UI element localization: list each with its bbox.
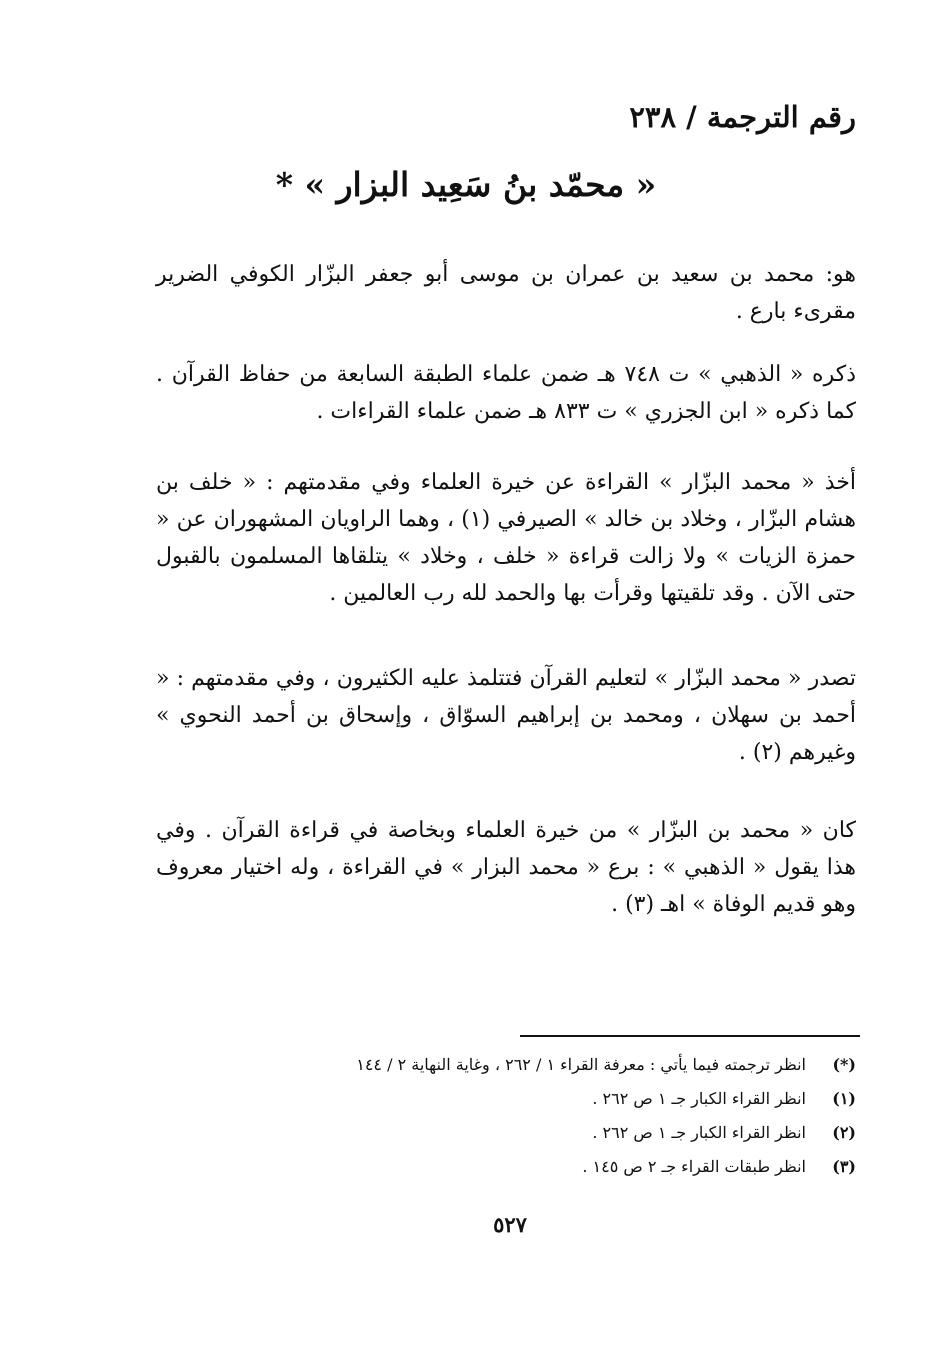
footnote-text: انظر طبقات القراء جـ ٢ ص ١٤٥ .: [582, 1157, 806, 1176]
footnote-separator: [520, 1035, 860, 1037]
footnote-text: انظر ترجمته فيما يأتي : معرفة القراء ١ / ٢٦٢ ، وغاية النهاية ٢ / ١٤٤: [356, 1055, 806, 1074]
biography-title: « محمّد بنُ سَعِيد البزار » *: [275, 165, 657, 204]
biography-number-heading: رقم الترجمة / ٢٣٨: [629, 100, 856, 134]
footnote-marker: (٣): [832, 1157, 856, 1176]
footnote-item: [296, 1116, 856, 1150]
paragraph-mentions: ذكره « الذهبي » ت ٧٤٨ هـ ضمن علماء الطبقة السابعة من حفاظ القرآن . كما ذكره « ابن الجزري » ت ٨٣٣ هـ ضمن علماء القراءات .: [156, 362, 856, 424]
paragraph-students: تصدر « محمد البزّار » لتعليم القرآن فتتلمذ عليه الكثيرون ، وفي مقدمتهم : « أحمد بن سهلان ، ومحمد بن إبراهيم السوّاق ، وإسحاق بن أحمد النحوي » وغيرهم (٢) .: [156, 666, 856, 765]
footnote-text: انظر القراء الكبار جـ ١ ص ٢٦٢ .: [592, 1089, 806, 1108]
page-number: ٥٢٧: [493, 1212, 527, 1237]
footnote-item: [296, 1082, 856, 1116]
paragraph-teachers: أخذ « محمد البزّار » القراءة عن خيرة العلماء وفي مقدمتهم : « خلف بن هشام البزّار ، وخلاد بن خالد » الصيرفي (١) ، وهما الراويان المشهوران عن « حمزة الزيات » ولا زالت قراءة « خلف ، وخلاد » يتلقاها المسلمون بالقبول حتى الآن . وقد تلقيتها وقرأت بها والحمد لله رب العالمين .: [156, 470, 856, 606]
footnote-item: [296, 1048, 856, 1082]
footnote-text: انظر القراء الكبار جـ ١ ص ٢٦٢ .: [592, 1123, 806, 1142]
footnote-item: [296, 1150, 856, 1184]
footnote-marker: (*): [832, 1055, 856, 1074]
paragraph-identity: هو: محمد بن سعيد بن عمران بن موسى أبو جعفر البزّار الكوفي الضرير مقرىء بارع .: [156, 262, 856, 324]
footnote-marker: (٢): [832, 1123, 856, 1142]
footnote-marker: (١): [832, 1089, 856, 1108]
footnotes: [296, 1048, 856, 1184]
paragraph-praise: كان « محمد بن البزّار » من خيرة العلماء وبخاصة في قراءة القرآن . وفي هذا يقول « الذهبي » : برع « محمد البزار » في القراءة ، وله اختيار معروف وهو قديم الوفاة » اهـ (٣) .: [156, 818, 856, 917]
